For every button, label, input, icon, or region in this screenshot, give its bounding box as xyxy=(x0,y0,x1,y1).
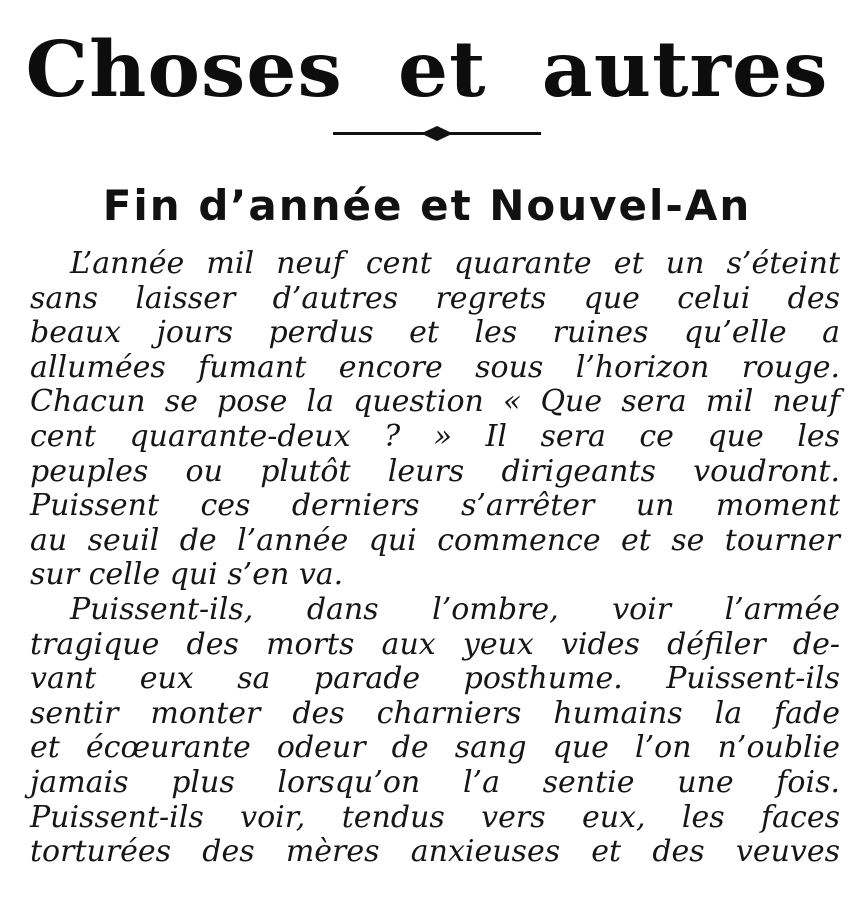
body-line: Puissent-ils, dans l’ombre, voir l’armée xyxy=(70,591,840,627)
body-line: Puissent-ils voir, tendus vers eux, les faces xyxy=(30,799,840,835)
article-heading: Fin d’année et Nouvel-An xyxy=(102,181,752,230)
body-line: sentir monter des charniers humains la fade xyxy=(30,695,840,731)
article-body xyxy=(30,247,840,870)
body-line: et écœurante odeur de sang que l’on n’oublie xyxy=(30,730,840,766)
section-title: Choses et autres xyxy=(25,25,829,115)
diamond-rule-ornament-icon xyxy=(333,123,541,143)
body-line: sur celle qui s’en va. xyxy=(30,557,344,593)
body-line: cent quarante-deux ? » Il sera ce que les xyxy=(30,418,840,454)
body-line: Puissent ces derniers s’arrêter un moment xyxy=(30,488,840,524)
body-line: allumées fumant encore sous l’horizon rouge. xyxy=(30,349,840,385)
body-line: sans laisser d’autres regrets que celui des xyxy=(30,280,840,316)
body-line: beaux jours perdus et les ruines qu’elle a xyxy=(30,315,840,351)
body-line: Chacun se pose la question « Que sera mil neuf xyxy=(30,384,840,420)
body-line: au seuil de l’année qui commence et se tourner xyxy=(30,522,840,558)
body-line: torturées des mères anxieuses et des veuves xyxy=(30,834,840,870)
body-line: peuples ou plutôt leurs dirigeants voudront. xyxy=(30,453,840,489)
body-line: tragique des morts aux yeux vides défiler de- xyxy=(30,626,840,662)
body-line: jamais plus lorsqu’on l’a sentie une fois. xyxy=(30,764,840,800)
body-line: vant eux sa parade posthume. Puissent-ils xyxy=(30,661,840,697)
body-line: L’année mil neuf cent quarante et un s’éteint xyxy=(70,246,840,281)
